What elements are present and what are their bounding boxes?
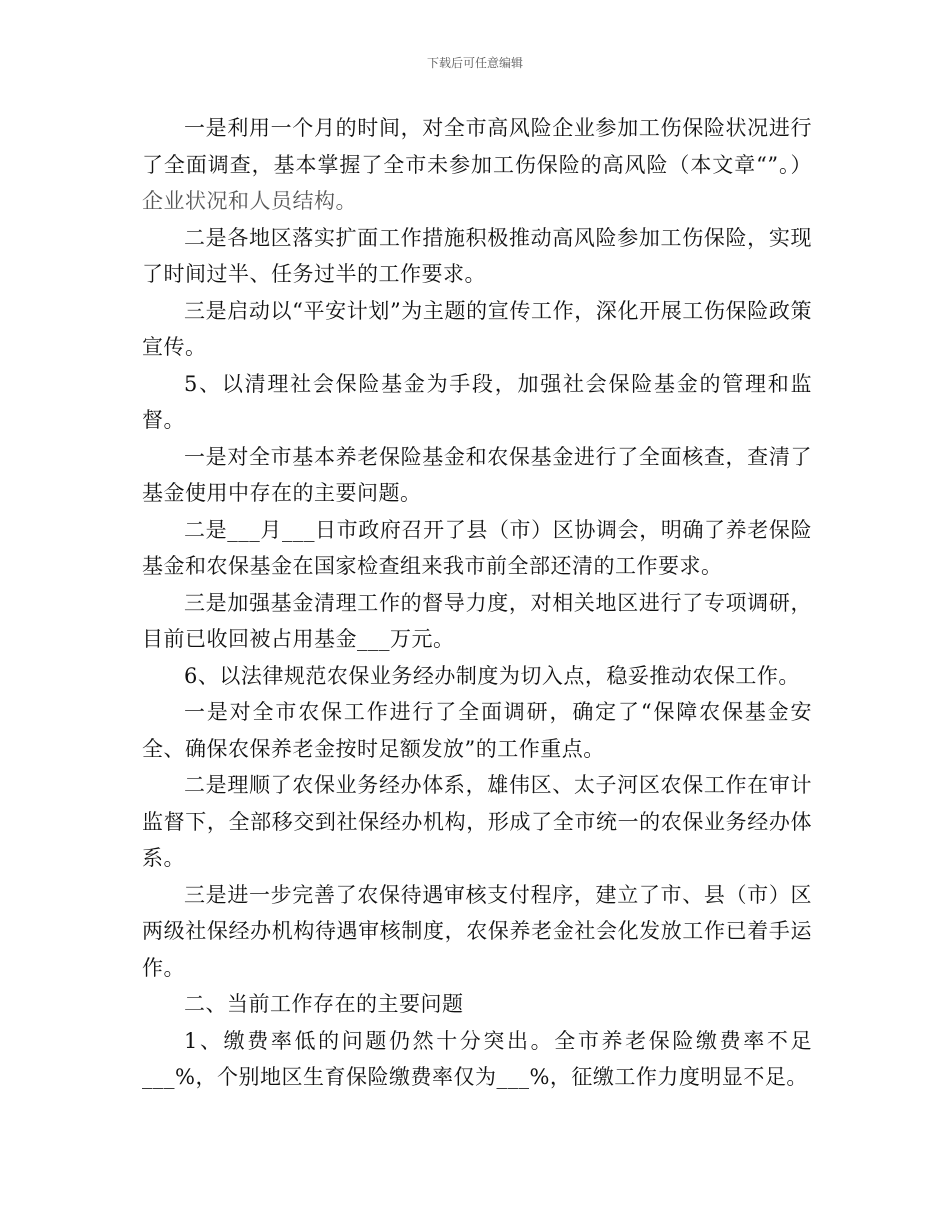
paragraph: 二是___月___日市政府召开了县（市）区协调会，明确了养老保险基金和农保基金在国家检查组来我市前全部还清的工作要求。 (142, 517, 812, 578)
section-heading: 5、以清理社会保险基金为手段，加强社会保险基金的管理和监督。 (142, 371, 812, 432)
section-heading: 二、当前工作存在的主要问题 (184, 992, 464, 1016)
document-body (142, 110, 812, 1096)
paragraph: 三是启动以“平安计划”为主题的宣传工作，深化开展工伤保险政策宣传。 (142, 298, 812, 359)
paragraph: 一是对全市农保工作进行了全面调研，确定了“保障农保基金安全、确保农保养老金按时足额发放”的工作重点。 (142, 700, 812, 761)
page-header: 下载后可任意编辑 (426, 56, 523, 70)
paragraph (142, 110, 812, 220)
paragraph-tail: 企业状况和人员结构。 (142, 189, 357, 213)
paragraph: 三是加强基金清理工作的督导力度，对相关地区进行了专项调研，目前已收回被占用基金___万元。 (142, 590, 812, 651)
paragraph: 一是对全市基本养老保险基金和农保基金进行了全面核查，查清了基金使用中存在的主要问题。 (142, 444, 812, 505)
paragraph: 二是各地区落实扩面工作措施积极推动高风险参加工伤保险，实现了时间过半、任务过半的工作要求。 (142, 225, 812, 286)
paragraph-text: 一是利用一个月的时间，对全市高风险企业参加工伤保险状况进行了全面调查，基本掌握了全市未参加工伤保险的高风险（本文章“”。） (142, 116, 812, 177)
paragraph: 二是理顺了农保业务经办体系，雄伟区、太子河区农保工作在审计监督下，全部移交到社保经办机构，形成了全市统一的农保业务经办体系。 (142, 773, 812, 870)
paragraph: 1、缴费率低的问题仍然十分突出。全市养老保险缴费率不足___%，个别地区生育保险缴费率仅为___%，征缴工作力度明显不足。 (142, 1028, 812, 1089)
section-heading: 6、以法律规范农保业务经办制度为切入点，稳妥推动农保工作。 (184, 663, 800, 688)
paragraph: 三是进一步完善了农保待遇审核支付程序，建立了市、县（市）区两级社保经办机构待遇审核制度，农保养老金社会化发放工作已着手运作。 (142, 882, 812, 980)
